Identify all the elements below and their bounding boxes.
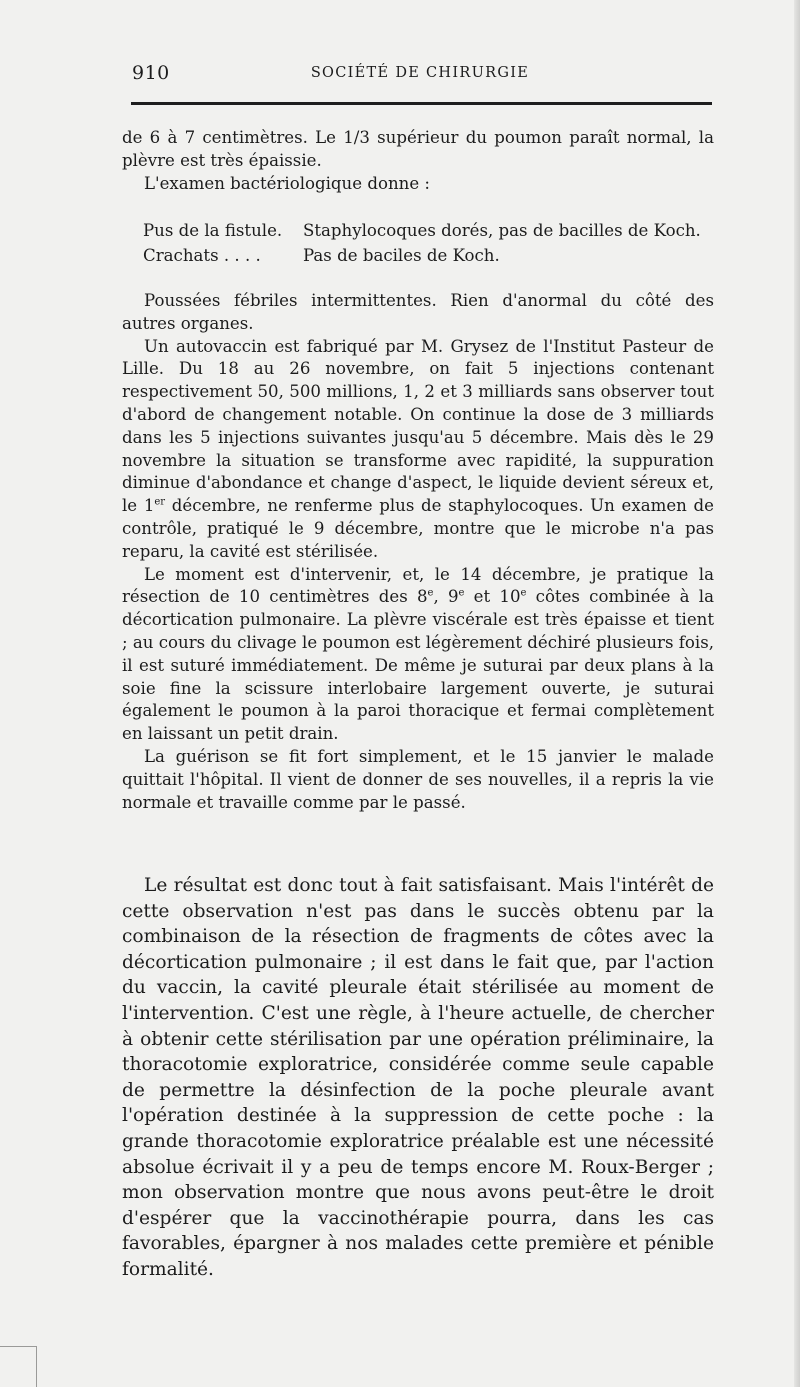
result-label: Crachats . . . . — [143, 245, 261, 265]
result-value: Staphylocoques dorés, pas de bacilles de Koch. — [303, 221, 701, 240]
observation-body — [122, 290, 714, 814]
result-value: Pas de baciles de Koch. — [303, 245, 500, 265]
intro-block — [122, 127, 714, 195]
paragraph-autovaccine: Un autovaccin est fabriqué par M. Grysez de l'Institut Pasteur de Lille. Du 18 au 26 novembre, on fait 5 injections contenant respectivement 50, 500 millions, 1, 2 et 3 milliards sans observer tout d'abord de changement notable. On continue la dose de 3 milliards dans les 5 injections suivantes jusqu'au 5 décembre. Mais dès le 29 novembre la situation se transforme avec rapidité, la suppuration diminue d'abondance et change d'aspect, le liquide devient séreux et, le 1er décembre, ne renferme plus de staphylocoques. Un examen de contrôle, pratiqué le 9 décembre, montre que le microbe n'a pas reparu, la cavité est stérilisée. — [122, 336, 714, 561]
header-rule — [131, 102, 712, 105]
bacteriology-results — [143, 219, 701, 268]
paragraph-conclusion: Le résultat est donc tout à fait satisfaisant. Mais l'intérêt de cette observation n'est pas dans le succès obtenu par la combinaison de la résection de fragments de côtes avec la décortication pulmonaire ; il est dans le fait que, par l'action du vaccin, la cavité pleurale était stérilisée au moment de l'intervention. C'est une règle, à l'heure actuelle, de chercher à obtenir cette stérilisation par une opération préliminaire, la thoracotomie exploratrice, considérée comme seule capable de permettre la désinfection de la poche pleurale avant l'opération destinée à la suppression de cette poche : la grande thoracotomie exploratrice préalable est une nécessité absolue écrivait il y a peu de temps encore M. Roux-Berger ; mon observation montre que nous avons peut-être le droit d'espérer que la vaccinothérapie pourra, dans les cas favorables, épargner à nos malades cette première et pénible formalité. — [122, 875, 714, 1280]
page-edge-shadow — [794, 0, 800, 1387]
page-header — [128, 62, 712, 90]
page-corner-mark — [0, 1346, 37, 1387]
conclusion-block — [122, 873, 714, 1283]
result-row — [143, 244, 701, 269]
paragraph-operation: Le moment est d'intervenir, et, le 14 décembre, je pratique la résection de 10 centimètres des 8e, 9e et 10e côtes combinée à la décortication pulmonaire. La plèvre viscérale est très épaisse et tient ; au cours du clivage le poumon est légèrement déchiré plusieurs fois, il est suturé immédiatement. De même je suturai par deux plans à la soie fine la scissure interlobaire largement ouverte, je suturai également le poumon à la paroi thoracique et fermai complètement en laissant un petit drain. — [122, 564, 714, 744]
paragraph-recovery: La guérison se fit fort simplement, et le 15 janvier le malade quittait l'hôpital. Il vient de donner de ses nouvelles, il a repris la vie normale et travaille comme par le passé. — [122, 746, 714, 812]
paragraph-bacteriology-intro: L'examen bactériologique donne : — [144, 173, 430, 193]
running-head: SOCIÉTÉ DE CHIRURGIE — [310, 65, 530, 81]
paragraph-continuation: de 6 à 7 centimètres. Le 1/3 supérieur du poumon paraît normal, la plèvre est très épaissie. — [122, 128, 714, 170]
result-row — [143, 219, 701, 244]
page-number: 910 — [132, 62, 170, 84]
result-label: Pus de la fistule. — [143, 221, 283, 240]
paragraph-fever: Poussées fébriles intermittentes. Rien d'anormal du côté des autres organes. — [122, 291, 714, 333]
